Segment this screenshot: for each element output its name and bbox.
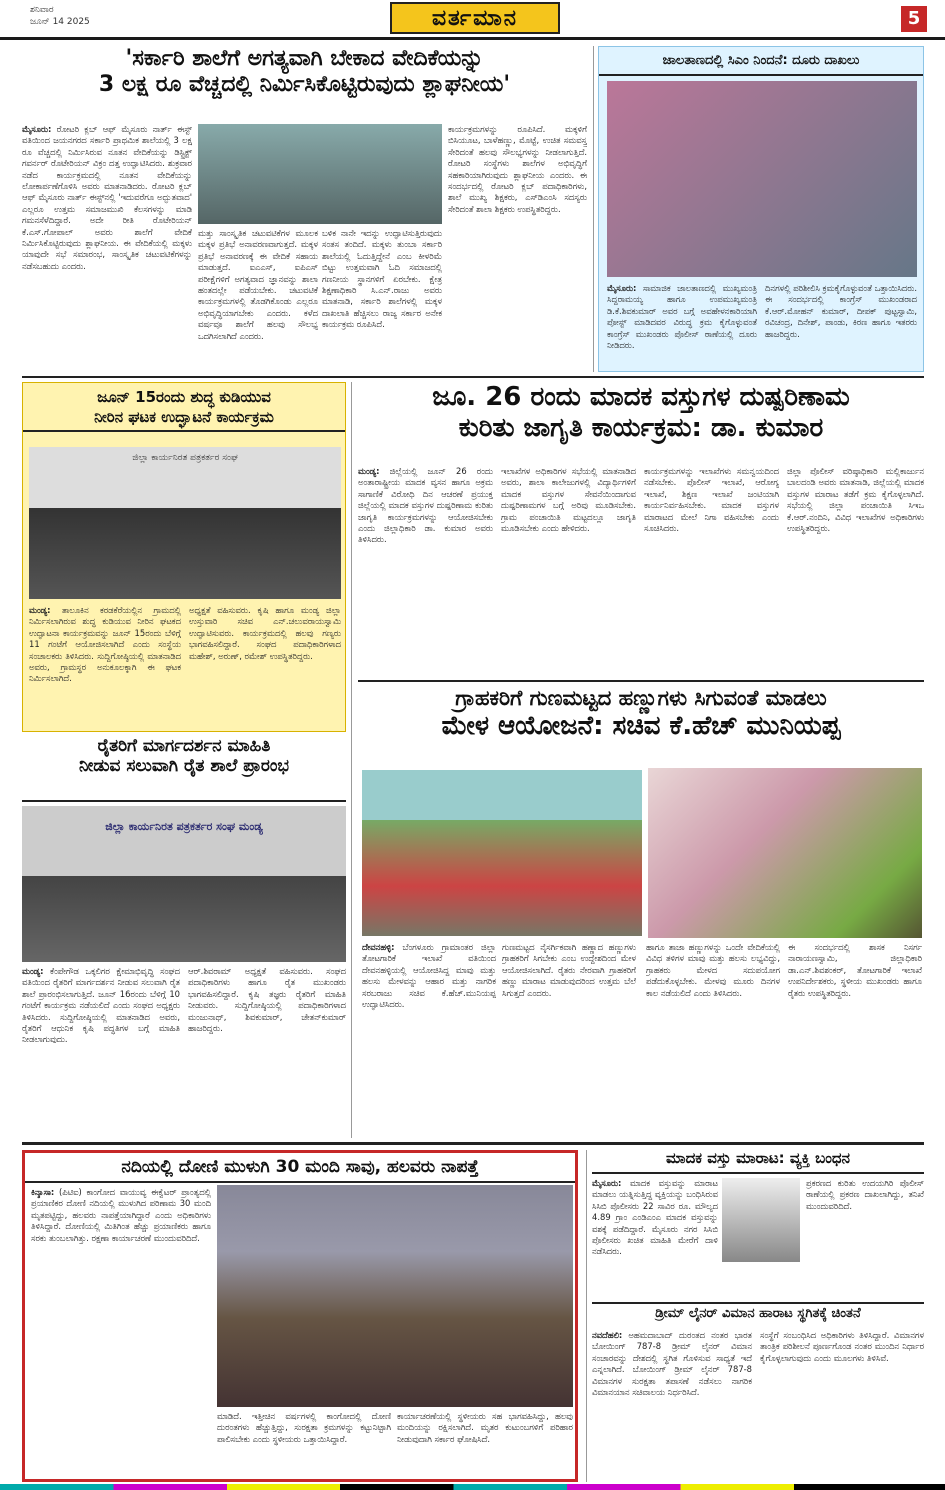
story2-photo <box>607 81 917 277</box>
story6-photo-2 <box>648 768 922 938</box>
column-divider <box>593 46 594 372</box>
story6-column-4: ಈ ಸಂದರ್ಭದಲ್ಲಿ ಶಾಸಕ ನಿಸರ್ಗ ನಾರಾಯಣಸ್ವಾಮಿ, ಜಿಲ್ಲಾಧಿಕಾರಿ ಡಾ.ಎನ್.ಶಿವಶಂಕರ್, ತೋಟಗಾರಿಕೆ ಇಲಾಖೆ ಉಪನಿರ್ದೇಶಕರು, ಸ್ಥಳೀಯ ಮುಖಂಡರು ಹಾಗೂ ರೈತರು ಉಪಸ್ಥಿತರಿದ್ದರು. <box>788 942 922 998</box>
story6-photo-1 <box>362 770 642 936</box>
print-color-bar <box>0 1484 945 1490</box>
story2-column-1: ಮೈಸೂರು: ಸಾಮಾಜಿಕ ಜಾಲತಾಣದಲ್ಲಿ ಮುಖ್ಯಮಂತ್ರಿ ಸಿದ್ದರಾಮಯ್ಯ ಹಾಗೂ ಉಪಮುಖ್ಯಮಂತ್ರಿ ಡಿ.ಕೆ.ಶಿವಕುಮಾರ್ ಅವರ ಬಗ್ಗೆ ಅವಹೇಳನಕಾರಿಯಾಗಿ ಪೋಸ್ಟ್ ಮಾಡಿದವರ ವಿರುದ್ಧ ಕ್ರಮ ಕೈಗೊಳ್ಳುವಂತೆ ಕಾಂಗ್ರೆಸ್ ಮುಖಂಡರು ಪೊಲೀಸ್ ಠಾಣೆಯಲ್ಲಿ ದೂರು ನೀಡಿದರು. <box>607 283 757 351</box>
story1-column-4: ಕಾರ್ಯಕ್ರಮಗಳನ್ನು ರೂಪಿಸಿದೆ. ಮಕ್ಕಳಿಗೆ ಬಿಸಿಯೂಟ, ಬಾಳೆಹಣ್ಣು, ಮೊಟ್ಟೆ, ಉಚಿತ ಸಮವಸ್ತ್ರ ಸೇರಿದಂತೆ ಹಲವು ಸೌಲಭ್ಯಗಳನ್ನು ನೀಡಲಾಗುತ್ತಿದೆ. ರೋಟರಿ ಸಂಸ್ಥೆಗಳು ಶಾಲೆಗಳ ಅಭಿವೃದ್ಧಿಗೆ ಸಹಕಾರಿಯಾಗಿರುವುದು ಶ್ಲಾಘನೀಯ ಎಂದರು. ಈ ಸಂದರ್ಭದಲ್ಲಿ ರೋಟರಿ ಕ್ಲಬ್ ಪದಾಧಿಕಾರಿಗಳು, ಶಾಲೆ ಮುಖ್ಯ ಶಿಕ್ಷಕರು, ಎಸ್‌ಡಿಎಂಸಿ ಸದಸ್ಯರು ಸೇರಿದಂತೆ ಶಾಲಾ ಶಿಕ್ಷಕರು ಉಪಸ್ಥಿತರಿದ್ದರು. <box>448 124 587 214</box>
story9-column-1: ನವದೆಹಲಿ: ಅಹಮದಾಬಾದ್ ದುರಂತದ ನಂತರ ಭಾರತ ಬೋಯಿಂಗ್ 787-8 ಡ್ರೀಮ್ ಲೈನರ್ ವಿಮಾನ ಸಂಚಾರವನ್ನು ದೇಶದಲ್ಲಿ ಸ್ಥಗಿತ ಗೊಳಿಸುವ ಸಾಧ್ಯತೆ ಇದೆ ಎನ್ನಲಾಗಿದೆ. ಬೋಯಿಂಗ್ ಡ್ರೀಮ್ ಲೈನರ್ 787-8 ವಿಮಾನಗಳ ಸುರಕ್ಷತಾ ತಪಾಸಣೆ ನಡೆಸಲು ನಾಗರಿಕ ವಿಮಾನಯಾನ ಸಚಿವಾಲಯ ನಿರ್ಧರಿಸಿದೆ. <box>592 1330 752 1398</box>
story3-column-1: ಮಂಡ್ಯ: ತಾಲೂಕಿನ ಕರಡಕೆರೆಯಲ್ಲಿನ ಗ್ರಾಮದಲ್ಲಿ ನಿರ್ಮಿಸಲಾಗಿರುವ ಶುದ್ಧ ಕುಡಿಯುವ ನೀರಿನ ಘಟಕದ ಉದ್ಘಾಟನಾ ಕಾರ್ಯಕ್ರಮವನ್ನು ಜೂನ್ 15ರಂದು ಬೆಳಿಗ್ಗೆ 11 ಗಂಟೆಗೆ ಆಯೋಜಿಸಲಾಗಿದೆ ಎಂದು ಸಂಸ್ಥೆಯ ಸಂಚಾಲಕರು ತಿಳಿಸಿದರು. ಸುದ್ದಿಗೋಷ್ಠಿಯಲ್ಲಿ ಮಾತನಾಡಿದ ಅವರು, ಗ್ರಾಮಸ್ಥರ ಅನುಕೂಲಕ್ಕಾಗಿ ಈ ಘಟಕ ನಿರ್ಮಿಸಲಾಗಿದೆ. <box>29 605 181 684</box>
story6-column-3: ಹಾಗೂ ತಾಜಾ ಹಣ್ಣುಗಳನ್ನು ಒಂದೇ ವೇದಿಕೆಯಲ್ಲಿ ವಿವಿಧ ತಳಿಗಳ ಮಾವು ಮತ್ತು ಹಲಸು ಲಭ್ಯವಿದ್ದು, ಗ್ರಾಹಕರು ಮೇಳದ ಸದುಪಯೋಗ ಪಡೆದುಕೊಳ್ಳಬೇಕು. ಮೇಳವು ಮೂರು ದಿನಗಳ ಕಾಲ ನಡೆಯಲಿದೆ ಎಂದು ತಿಳಿಸಿದರು. <box>646 942 780 998</box>
story3-banner: ಜಿಲ್ಲಾ ಕಾರ್ಯನಿರತ ಪತ್ರಕರ್ತರ ಸಂಘ <box>132 453 238 463</box>
issue-date: ಶನಿವಾರ ಜೂನ್ 14 2025 <box>30 5 90 27</box>
story1-column-3: ಬಳಿಕ ನಾನೇ ಇದನ್ನು ಉದ್ಘಾಟಿಸುತ್ತಿರುವುದು ಸಂತಸ ತಂದಿದೆ. ಮಕ್ಕಳು ತುಂಬಾ ಸರ್ಕಾರಿ ಶಾಲೆಯಲ್ಲಿ ಓದುತ್ತಿದ್ದೇನೆ ಎಂಬ ಕೀಳರಿಮೆ ಬಿಟ್ಟು ಉತ್ತಮವಾಗಿ ಓದಿ ಸಮಾಜದಲ್ಲಿ ಗಣನೀಯ ಸ್ಥಾನಗಳಿಗೆ ಏರಬೇಕು. ಕ್ಷೇತ್ರ ಶಿಕ್ಷಣಾಧಿಕಾರಿ ಸಿ.ಎನ್.ರಾಜು ಅವರು ಮಾತನಾಡಿ, ಸರ್ಕಾರಿ ಶಾಲೆಗಳಲ್ಲಿ ಮಕ್ಕಳ ದಾಖಲಾತಿ ಹೆಚ್ಚಿಸಲು ರಾಜ್ಯ ಸರ್ಕಾರ ಅನೇಕ ಕಾರ್ಯಕ್ರಮ ರೂಪಿಸಿದೆ. <box>322 228 442 330</box>
story7-column-1: ಕಿನ್ಶಾಸಾ: (ಪಿಟಿಐ) ಕಾಂಗೋದ ವಾಯುವ್ಯ ಈಕ್ವೆಟರ್ ಪ್ರಾಂತ್ಯದಲ್ಲಿ ಪ್ರಯಾಣಿಕರ ದೋಣಿ ನದಿಯಲ್ಲಿ ಮುಳುಗಿದ ಪರಿಣಾಮ 30 ಮಂದಿ ಮೃತಪಟ್ಟಿದ್ದು, ಹಲವರು ನಾಪತ್ತೆಯಾಗಿದ್ದಾರೆ ಎಂದು ಅಧಿಕಾರಿಗಳು ತಿಳಿಸಿದ್ದಾರೆ. ದೋಣಿಯಲ್ಲಿ ಮಿತಿಗಿಂತ ಹೆಚ್ಚು ಪ್ರಯಾಣಿಕರು ಹಾಗೂ ಸರಕು ತುಂಬಲಾಗಿತ್ತು. ರಕ್ಷಣಾ ಕಾರ್ಯಾಚರಣೆ ಮುಂದುವರಿದಿದೆ. <box>31 1187 211 1243</box>
section-divider <box>592 1302 924 1304</box>
story8-headline: ಮಾದಕ ವಸ್ತು ಮಾರಾಟ: ವ್ಯಕ್ತಿ ಬಂಧನ <box>666 1150 850 1167</box>
story5-column-1: ಮಂಡ್ಯ: ಜಿಲ್ಲೆಯಲ್ಲಿ ಜೂನ್ 26 ರಂದು ಅಂತಾರಾಷ್ಟ್ರೀಯ ಮಾದಕ ವ್ಯಸನ ಹಾಗೂ ಅಕ್ರಮ ಸಾಗಾಣಿಕೆ ವಿರೋಧಿ ದಿನ ಆಚರಣೆ ಪ್ರಯುಕ್ತ ಜಿಲ್ಲೆಯಲ್ಲಿ ಮಾದಕ ವಸ್ತುಗಳ ದುಷ್ಪರಿಣಾಮ ಕುರಿತು ಜಾಗೃತಿ ಕಾರ್ಯಕ್ರಮಗಳನ್ನು ಆಯೋಜಿಸಬೇಕು ಎಂದು ಜಿಲ್ಲಾಧಿಕಾರಿ ಡಾ. ಕುಮಾರ ಅವರು ತಿಳಿಸಿದರು. <box>358 466 493 545</box>
story6-headline: ಗ್ರಾಹಕರಿಗೆ ಗುಣಮಟ್ಟದ ಹಣ್ಣುಗಳು ಸಿಗುವಂತೆ ಮಾಡಲು ಮೇಳ ಆಯೋಜನೆ: ಸಚಿವ ಕೆ.ಹೆಚ್ ಮುನಿಯಪ್ಪ <box>441 686 841 741</box>
story4-banner: ಜಿಲ್ಲಾ ಕಾರ್ಯನಿರತ ಪತ್ರಕರ್ತರ ಸಂಘ ಮಂಡ್ಯ <box>105 820 263 833</box>
story1-photo <box>198 124 442 224</box>
story1-column-2: ಮತ್ತು ಸಾಂಸ್ಕೃತಿಕ ಚಟುವಟಿಕೆಗಳ ಮೂಲಕ ಮಕ್ಕಳ ಪ್ರತಿಭೆ ಅನಾವರಣವಾಗುತ್ತದೆ. ಮಕ್ಕಳ ಪ್ರತಿಭೆ ಅನಾವರಣಕ್ಕೆ ಈ ವೇದಿಕೆ ಸಹಾಯ ಮಾಡುತ್ತದೆ. ಐಎಎಸ್, ಐಪಿಎಸ್ ಪರೀಕ್ಷೆಗಳಿಗೆ ಅಗತ್ಯವಾದ ಜ್ಞಾನವನ್ನು ಶಾಲಾ ಹಂತದಲ್ಲೇ ಪಡೆಯಬೇಕು. ಚಟುವಟಿಕೆ ಕಾರ್ಯಕ್ರಮಗಳಲ್ಲಿ ತೊಡಗಿಕೊಂಡು ಎಲ್ಲರೂ ಅಭಿವೃದ್ಧಿಯಾಗಬೇಕು ಎಂದರು. ಕಳೆದ ವರ್ಷವೂ ಶಾಲೆಗೆ ಹಲವು ಸೌಲಭ್ಯ ಒದಗಿಸಲಾಗಿದೆ ಎಂದರು. <box>198 228 318 341</box>
story3-column-2: ಅಧ್ಯಕ್ಷತೆ ವಹಿಸುವರು. ಕೃಷಿ ಹಾಗೂ ಮಂಡ್ಯ ಜಿಲ್ಲಾ ಉಸ್ತುವಾರಿ ಸಚಿವ ಎನ್.ಚಲುವರಾಯಸ್ವಾಮಿ ಉದ್ಘಾಟಿಸುವರು. ಕಾರ್ಯಕ್ರಮದಲ್ಲಿ ಹಲವು ಗಣ್ಯರು ಭಾಗವಹಿಸಲಿದ್ದಾರೆ. ಸಂಘದ ಪದಾಧಿಕಾರಿಗಳಾದ ಮಹೇಶ್, ಅರುಣ್, ರಮೇಶ್ ಉಪಸ್ಥಿತರಿದ್ದರು. <box>189 605 341 661</box>
newspaper-logo: ವರ್ತಮಾನ <box>390 2 560 34</box>
story2-headline: ಜಾಲತಾಣದಲ್ಲಿ ಸಿಎಂ ನಿಂದನೆ: ದೂರು ದಾಖಲು <box>599 47 923 76</box>
story7-column-3: ಕಾರ್ಯಾಚರಣೆಯಲ್ಲಿ ಸ್ಥಳೀಯರು ಸಹ ಭಾಗವಹಿಸಿದ್ದು, ಹಲವು ಮಂದಿಯನ್ನು ರಕ್ಷಿಸಲಾಗಿದೆ. ಮೃತರ ಕುಟುಂಬಗಳಿಗೆ ಪರಿಹಾರ ನೀಡುವುದಾಗಿ ಸರ್ಕಾರ ಘೋಷಿಸಿದೆ. <box>397 1411 573 1444</box>
story5-column-3: ಕಾರ್ಯಕ್ರಮಗಳನ್ನು ಇಲಾಖೆಗಳು ಸಮನ್ವಯದಿಂದ ನಡೆಸಬೇಕು. ಪೊಲೀಸ್ ಇಲಾಖೆ, ಆರೋಗ್ಯ ಇಲಾಖೆ, ಶಿಕ್ಷಣ ಇಲಾಖೆ ಜಂಟಿಯಾಗಿ ಕಾರ್ಯನಿರ್ವಹಿಸಬೇಕು. ಮಾದಕ ವಸ್ತುಗಳ ಮಾರಾಟದ ಮೇಲೆ ನಿಗಾ ವಹಿಸಬೇಕು ಎಂದು ಸೂಚಿಸಿದರು. <box>644 466 779 534</box>
story8-column-1: ಮೈಸೂರು: ಮಾದಕ ವಸ್ತುವನ್ನು ಮಾರಾಟ ಮಾಡಲು ಯತ್ನಿಸುತ್ತಿದ್ದ ವ್ಯಕ್ತಿಯನ್ನು ಬಂಧಿಸಿರುವ ಸಿಸಿಬಿ ಪೊಲೀಸರು 22 ಸಾವಿರ ರೂ. ಮೌಲ್ಯದ 4.89 ಗ್ರಾಂ ಎಂಡಿಎಂಎ ಮಾದಕ ವಸ್ತುವನ್ನು ವಶಕ್ಕೆ ಪಡೆದಿದ್ದಾರೆ. ಮೈಸೂರು ನಗರ ಸಿಸಿಬಿ ಪೊಲೀಸರು ಖಚಿತ ಮಾಹಿತಿ ಮೇರೆಗೆ ದಾಳಿ ನಡೆಸಿದರು. <box>592 1178 718 1257</box>
story6-column-2: ಗುಣಮಟ್ಟದ ನೈಸರ್ಗಿಕವಾಗಿ ಹಣ್ಣಾದ ಹಣ್ಣುಗಳು ಗ್ರಾಹಕರಿಗೆ ಸಿಗಬೇಕು ಎಂಬ ಉದ್ದೇಶದಿಂದ ಮೇಳ ಆಯೋಜಿಸಲಾಗಿದೆ. ರೈತರು ನೇರವಾಗಿ ಗ್ರಾಹಕರಿಗೆ ಹಣ್ಣು ಮಾರಾಟ ಮಾಡುವುದರಿಂದ ಉತ್ತಮ ಬೆಲೆ ಸಿಗುತ್ತದೆ ಎಂದರು. <box>502 942 636 998</box>
section-divider <box>358 680 924 682</box>
section-divider <box>22 1142 924 1145</box>
story3-box: ಜೂನ್ 15ರಂದು ಶುದ್ಧ ಕುಡಿಯುವ ನೀರಿನ ಘಟಕ ಉದ್ಘಾಟನೆ ಕಾರ್ಯಕ್ರಮ ಜಿಲ್ಲಾ ಕಾರ್ಯನಿರತ ಪತ್ರಕರ್ತರ ಸಂಘ ಮಂಡ್ಯ: ತಾಲೂಕಿನ ಕರಡಕೆರೆಯಲ್ಲಿನ ಗ್ರಾಮದಲ್ಲಿ ನಿರ್ಮಿಸಲಾಗಿರುವ ಶುದ್ಧ ಕುಡಿಯುವ ನೀರಿನ ಘಟಕದ ಉದ್ಘಾಟನಾ ಕಾರ್ಯಕ್ರಮವನ್ನು ಜೂನ್ 15ರಂದು ಬೆಳಿಗ್ಗೆ 11 ಗಂಟೆಗೆ ಆಯೋಜಿಸಲಾಗಿದೆ ಎಂದು ಸಂಸ್ಥೆಯ ಸಂಚಾಲಕರು ತಿಳಿಸಿದರು. ಸುದ್ದಿಗೋಷ್ಠಿಯಲ್ಲಿ ಮಾತನಾಡಿದ ಅವರು, ಗ್ರಾಮಸ್ಥರ ಅನುಕೂಲಕ್ಕಾಗಿ ಈ ಘಟಕ ನಿರ್ಮಿಸಲಾಗಿದೆ. ಅಧ್ಯಕ್ಷತೆ ವಹಿಸುವರು. ಕೃಷಿ ಹಾಗೂ ಮಂಡ್ಯ ಜಿಲ್ಲಾ ಉಸ್ತುವಾರಿ ಸಚಿವ ಎನ್.ಚಲುವರಾಯಸ್ವಾಮಿ ಉದ್ಘಾಟಿಸುವರು. ಕಾರ್ಯಕ್ರಮದಲ್ಲಿ ಹಲವು ಗಣ್ಯರು ಭಾಗವಹಿಸಲಿದ್ದಾರೆ. ಸಂಘದ ಪದಾಧಿಕಾರಿಗಳಾದ ಮಹೇಶ್, ಅರುಣ್, ರಮೇಶ್ ಉಪಸ್ಥಿತರಿದ್ದರು. <box>22 382 346 732</box>
story4-column-1: ಮಂಡ್ಯ: ಕೆಂಪೇಗೌಡ ಒಕ್ಕಲಿಗರ ಕ್ಷೇಮಾಭಿವೃದ್ಧಿ ಸಂಘದ ವತಿಯಿಂದ ರೈತರಿಗೆ ಮಾರ್ಗದರ್ಶನ ನೀಡುವ ಸಲುವಾಗಿ ರೈತ ಶಾಲೆ ಪ್ರಾರಂಭಿಸಲಾಗುತ್ತಿದೆ. ಜೂನ್ 16ರಂದು ಬೆಳಿಗ್ಗೆ 10 ಗಂಟೆಗೆ ಕಾರ್ಯಕ್ರಮ ನಡೆಯಲಿದೆ ಎಂದು ಸಂಘದ ಅಧ್ಯಕ್ಷರು ತಿಳಿಸಿದರು. ಸುದ್ದಿಗೋಷ್ಠಿಯಲ್ಲಿ ಮಾತನಾಡಿದ ಅವರು, ರೈತರಿಗೆ ಆಧುನಿಕ ಕೃಷಿ ಪದ್ಧತಿಗಳ ಬಗ್ಗೆ ಮಾಹಿತಿ ನೀಡಲಾಗುವುದು. <box>22 966 180 1045</box>
story2-box <box>598 46 924 372</box>
story3-photo <box>29 447 341 599</box>
masthead <box>0 0 945 40</box>
story8-photo-handcuffs <box>722 1178 800 1262</box>
story4-photo <box>22 806 346 962</box>
story5-column-4: ಜಿಲ್ಲಾ ಪೊಲೀಸ್ ವರಿಷ್ಠಾಧಿಕಾರಿ ಮಲ್ಲಿಕಾರ್ಜುನ ಬಾಲದಂಡಿ ಅವರು ಮಾತನಾಡಿ, ಜಿಲ್ಲೆಯಲ್ಲಿ ಮಾದಕ ವಸ್ತುಗಳ ಮಾರಾಟ ತಡೆಗೆ ಕ್ರಮ ಕೈಗೊಳ್ಳಲಾಗಿದೆ. ಸಭೆಯಲ್ಲಿ ಜಿಲ್ಲಾ ಪಂಚಾಯಿತಿ ಸಿಇಒ ಕೆ.ಆರ್.ನಂದಿನಿ, ವಿವಿಧ ಇಲಾಖೆಗಳ ಅಧಿಕಾರಿಗಳು ಉಪಸ್ಥಿತರಿದ್ದರು. <box>787 466 924 534</box>
column-divider <box>351 382 352 1138</box>
story8-headline-wrap <box>592 1150 924 1174</box>
story1-column-1: ಮೈಸೂರು: ರೋಟರಿ ಕ್ಲಬ್ ಆಫ್ ಮೈಸೂರು ನಾರ್ತ್ ಈಸ್ಟ್ ವತಿಯಿಂದ ಜಯನಗರದ ಸರ್ಕಾರಿ ಪ್ರಾಥಮಿಕ ಶಾಲೆಯಲ್ಲಿ 3 ಲಕ್ಷ ರೂ ವೆಚ್ಚದಲ್ಲಿ ನಿರ್ಮಿಸಿರುವ ನೂತನ ವೇದಿಕೆಯನ್ನು ಡಿಸ್ಟ್ರಿಕ್ಟ್ ಗವರ್ನರ್ ರೊಟೇರಿಯನ್ ವಿಕ್ರಂ ದತ್ತ ಉದ್ಘಾಟಿಸಿದರು. ಶುಕ್ರವಾರ ನಡೆದ ಕಾರ್ಯಕ್ರಮದಲ್ಲಿ ನೂತನ ವೇದಿಕೆಯನ್ನು ಲೋಕಾರ್ಪಣೆಗೊಳಿಸಿ ಅವರು ಮಾತನಾಡಿದರು. ರೋಟರಿ ಕ್ಲಬ್ ಆಫ್ ಮೈಸೂರು ನಾರ್ತ್ ಈಸ್ಟ್‌ನಲ್ಲಿ 'ಇದುವರೆಗೂ ಅದ್ಭುತವಾದ' ಎಲ್ಲರೂ ಉತ್ತಮ ಸಮಾಜಮುಖಿ ಕೆಲಸಗಳನ್ನು ಮಾಡಿ ಗಮನಸೆಳೆದಿದ್ದಾರೆ. ಅದೇ ರೀತಿ ರೊಟೇರಿಯನ್ ಕೆ.ಎಸ್.ಗೋಪಾಲ್ ಅವರು ಶಾಲೆಗೆ ವೇದಿಕೆ ನಿರ್ಮಿಸಿಕೊಟ್ಟಿರುವುದು ಶ್ಲಾಘನೀಯ. ಈ ವೇದಿಕೆಯಲ್ಲಿ ಮಕ್ಕಳು ಯಾವುದೇ ಸಭೆ ಸಮಾರಂಭ, ಸಾಂಸ್ಕೃತಿಕ ಚಟುವಟಿಕೆಗಳನ್ನು ನಡೆಸಬಹುದು ಎಂದರು. <box>22 124 192 271</box>
story5-headline: ಜೂ. 26 ರಂದು ಮಾದಕ ವಸ್ತುಗಳ ದುಷ್ಪರಿಣಾಮ ಕುರಿತು ಜಾಗೃತಿ ಕಾರ್ಯಕ್ರಮ: ಡಾ. ಕುಮಾರ <box>432 382 850 443</box>
story9-headline-wrap <box>592 1306 924 1326</box>
story8-column-2: ಪ್ರಕರಣದ ಕುರಿತು ಉದಯಗಿರಿ ಪೊಲೀಸ್ ಠಾಣೆಯಲ್ಲಿ ಪ್ರಕರಣ ದಾಖಲಾಗಿದ್ದು, ತನಿಖೆ ಮುಂದುವರಿದಿದೆ. <box>806 1178 924 1211</box>
story6-column-1: ದೇವನಹಳ್ಳಿ: ಬೆಂಗಳೂರು ಗ್ರಾಮಾಂತರ ಜಿಲ್ಲಾ ತೋಟಗಾರಿಕೆ ಇಲಾಖೆ ವತಿಯಿಂದ ದೇವನಹಳ್ಳಿಯಲ್ಲಿ ಆಯೋಜಿಸಿದ್ದ ಮಾವು ಮತ್ತು ಹಲಸು ಮೇಳವನ್ನು ಆಹಾರ ಮತ್ತು ನಾಗರಿಕ ಸರಬರಾಜು ಸಚಿವ ಕೆ.ಹೆಚ್.ಮುನಿಯಪ್ಪ ಉದ್ಘಾಟಿಸಿದರು. <box>362 942 496 1010</box>
story4-column-2: ಆರ್.ಶಿವರಾಮ್ ಅಧ್ಯಕ್ಷತೆ ವಹಿಸುವರು. ಸಂಘದ ಪದಾಧಿಕಾರಿಗಳು ಹಾಗೂ ರೈತ ಮುಖಂಡರು ಭಾಗವಹಿಸಲಿದ್ದಾರೆ. ಕೃಷಿ ತಜ್ಞರು ರೈತರಿಗೆ ಮಾಹಿತಿ ನೀಡುವರು. ಸುದ್ದಿಗೋಷ್ಠಿಯಲ್ಲಿ ಪದಾಧಿಕಾರಿಗಳಾದ ಮಂಜುನಾಥ್, ಶಿವಕುಮಾರ್, ಚೇತನ್‌ಕುಮಾರ್ ಹಾಜರಿದ್ದರು. <box>188 966 346 1034</box>
story7-photo <box>217 1185 573 1407</box>
story9-headline: ಡ್ರೀಮ್ ಲೈನರ್ ವಿಮಾನ ಹಾರಾಟ ಸ್ಥಗಿತಕ್ಕೆ ಚಿಂತನೆ <box>655 1306 861 1321</box>
story9-column-2: ಸಂಸ್ಥೆಗೆ ಸಂಬಂಧಿಸಿದ ಅಧಿಕಾರಿಗಳು ತಿಳಿಸಿದ್ದಾರೆ. ವಿಮಾನಗಳ ತಾಂತ್ರಿಕ ಪರಿಶೀಲನೆ ಪೂರ್ಣಗೊಂಡ ನಂತರ ಮುಂದಿನ ನಿರ್ಧಾರ ಕೈಗೊಳ್ಳಲಾಗುವುದು ಎಂದು ಮೂಲಗಳು ತಿಳಿಸಿವೆ. <box>760 1330 924 1363</box>
section-divider <box>22 376 924 378</box>
story7-headline: ನದಿಯಲ್ಲಿ ದೋಣಿ ಮುಳುಗಿ 30 ಮಂದಿ ಸಾವು, ಹಲವರು ನಾಪತ್ತೆ <box>25 1153 575 1183</box>
story4-headline: ರೈತರಿಗೆ ಮಾರ್ಗದರ್ಶನ ಮಾಹಿತಿ ನೀಡುವ ಸಲುವಾಗಿ ರೈತ ಶಾಲೆ ಪ್ರಾರಂಭ <box>22 736 346 802</box>
story5-column-2: ಇಲಾಖೆಗಳ ಅಧಿಕಾರಿಗಳ ಸಭೆಯಲ್ಲಿ ಮಾತನಾಡಿದ ಅವರು, ಶಾಲಾ ಕಾಲೇಜುಗಳಲ್ಲಿ ವಿದ್ಯಾರ್ಥಿಗಳಿಗೆ ಮಾದಕ ವಸ್ತುಗಳ ಸೇವನೆಯಿಂದಾಗುವ ದುಷ್ಪರಿಣಾಮಗಳ ಬಗ್ಗೆ ಅರಿವು ಮೂಡಿಸಬೇಕು. ಗ್ರಾಮ ಪಂಚಾಯಿತಿ ಮಟ್ಟದಲ್ಲೂ ಜಾಗೃತಿ ಮೂಡಿಸಬೇಕು ಎಂದು ಹೇಳಿದರು. <box>501 466 636 534</box>
story7-box <box>22 1150 578 1482</box>
column-divider <box>586 1150 587 1482</box>
story2-column-2: ದಿನಗಳಲ್ಲಿ ಪರಿಶೀಲಿಸಿ ಕ್ರಮಕೈಗೊಳ್ಳುವಂತೆ ಒತ್ತಾಯಿಸಿದರು. ಈ ಸಂದರ್ಭದಲ್ಲಿ ಕಾಂಗ್ರೆಸ್ ಮುಖಂಡರಾದ ಕೆ.ಆರ್.ಮೋಹನ್ ಕುಮಾರ್, ದೀಪಕ್ ಪುಟ್ಟಸ್ವಾಮಿ, ರವಿಚಂದ್ರ, ದಿನೇಶ್, ಪಾಂಡು, ಕಿರಣ ಹಾಗೂ ಇತರರು ಹಾಜರಿದ್ದರು. <box>765 283 917 339</box>
page-number: 5 <box>901 6 927 32</box>
story1-headline: 'ಸರ್ಕಾರಿ ಶಾಲೆಗೆ ಅಗತ್ಯವಾಗಿ ಬೇಕಾದ ವೇದಿಕೆಯನ್ನು 3 ಲಕ್ಷ ರೂ ವೆಚ್ಚದಲ್ಲಿ ನಿರ್ಮಿಸಿಕೊಟ್ಟಿರುವುದು ಶ್ಲಾಘನೀಯ' <box>98 46 511 97</box>
story7-column-2: ಮಾಡಿದೆ. ಇತ್ತೀಚಿನ ವರ್ಷಗಳಲ್ಲಿ ಕಾಂಗೋದಲ್ಲಿ ದೋಣಿ ದುರಂತಗಳು ಹೆಚ್ಚುತ್ತಿದ್ದು, ಸುರಕ್ಷತಾ ಕ್ರಮಗಳನ್ನು ಕಟ್ಟುನಿಟ್ಟಾಗಿ ಪಾಲಿಸಬೇಕು ಎಂದು ಸ್ಥಳೀಯರು ಒತ್ತಾಯಿಸಿದ್ದಾರೆ. <box>217 1411 391 1444</box>
